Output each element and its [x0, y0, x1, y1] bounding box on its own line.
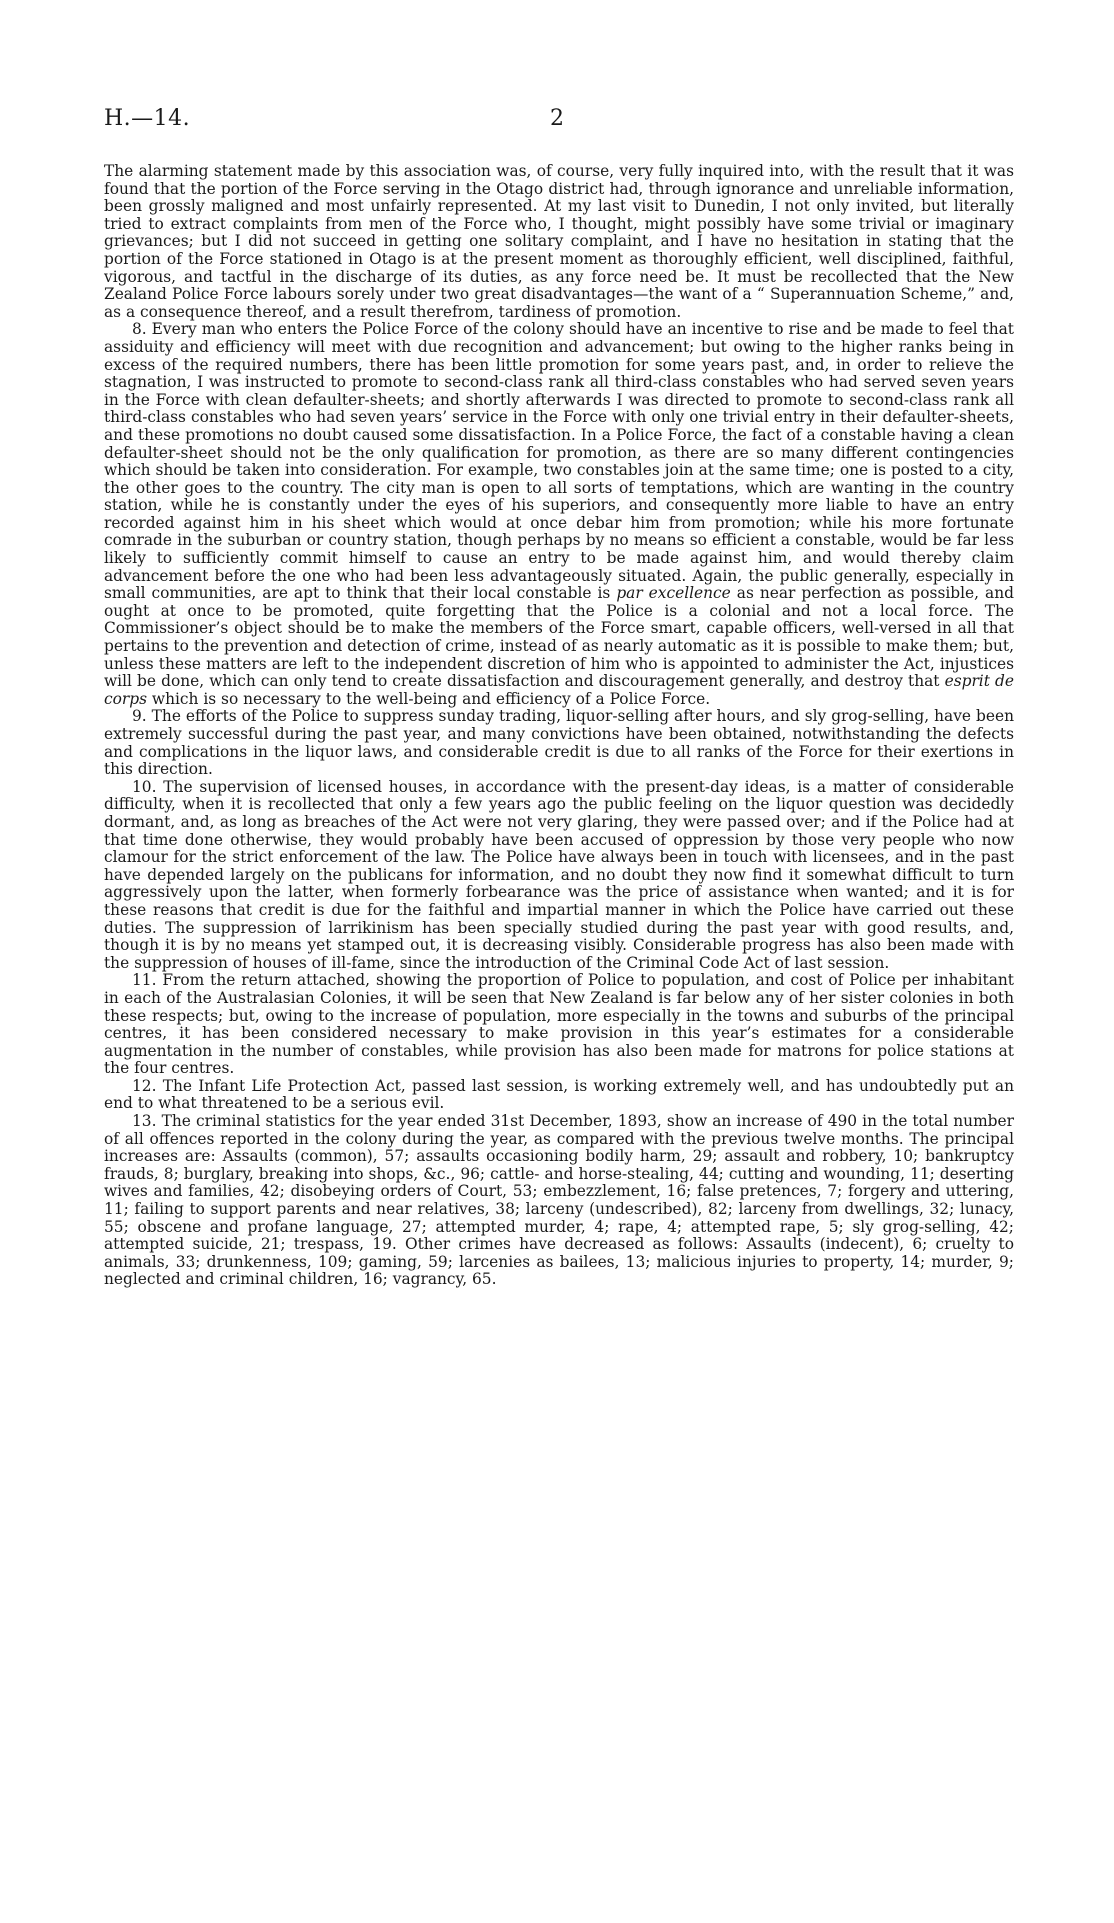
paragraph-9: 9. The efforts of the Police to suppress sunday trading, liquor-selling after hours, and sly grog-selling, have been extremely successful during the past year, and many convictions have been obtained, notwithstanding the defects and complications in the liquor laws, and considerable credit is due to all ranks of the Force for their exertions in this direction.	[104, 707, 1014, 779]
paragraph-10: 10. The supervision of licensed houses, in accordance with the present-day ideas, is a matter of considerable difficulty, when it is recollected that only a few years ago the public feeling on the liquor question was decidedly dormant, and, as long as breaches of the Act were not very glaring, they were passed over; and if the Police had at that time done otherwise, they would probably have been accused of oppression by those very people who now clamour for the strict enforcement of the law. The Police have always been in touch with licensees, and in the past have depended largely on the publicans for information, and no doubt they now find it somewhat difficult to turn aggressively upon the latter, when formerly forbearance was the price of assistance when wanted; and it is for these reasons that credit is due for the faithful and impartial manner in which the Police have carried out these duties. The suppression of larrikinism has been specially studied during the past year with good results, and, though it is by no means yet stamped out, it is decreasing visibly. Considerable progress has also been made with the suppression of houses of ill-fame, since the introduction of the Criminal Code Act of last session.	[104, 777, 1014, 972]
report-body	[104, 163, 1014, 1289]
paragraph-8-part-1: 8. Every man who enters the Police Force of the colony should have an incentive to rise and be made to feel that assiduity and efficiency will meet with due recognition and advancement; but owing to the higher ranks being in excess of the required numbers, there has been little promotion for some years past, and, in order to relieve the stagnation, I was instructed to promote to second-class rank all third-class constables who had served seven years in the Force with clean defaulter-sheets; and shortly afterwards I was directed to promote to second-class rank all third-class constables who had seven years’ service in the Force with only one trivial entry in their defaulter-sheets, and these promotions no doubt caused some dissatisfaction. In a Police Force, the fact of a constable having a clean defaulter-sheet should not be the only qualification for promotion, as there are so many different contingencies which should be taken into consideration. For example, two constables join at the same time; one is posted to a city, the other goes to the country. The city man is open to all sorts of temptations, which are wanting in the country station, while he is constantly under the eyes of his superiors, and consequently more liable to have an entry recorded against him in his sheet which would at once debar him from promotion; while his more fortunate comrade in the suburban or country station, though perhaps by no means so efficient a constable, would be far less likely to sufficiently commit himself to cause an entry to be made against him, and would thereby claim advancement before the one who had been less advantageously situated. Again, the public generally, especially in small communities, are apt to think that their local constable is	[104, 320, 1014, 603]
paragraph-8-emphasis-esprit-de-corps: esprit de corps	[104, 672, 1014, 708]
paragraph-8	[104, 321, 1014, 708]
page-number: 2	[550, 106, 564, 131]
page-header	[104, 106, 1014, 146]
paragraph-8-part-3: which is so necessary to the well-being and efficiency of a Police Force.	[151, 689, 711, 708]
document-code: H.—14.	[104, 106, 191, 131]
paragraph-12: 12. The Infant Life Protection Act, passed last session, is working extremely well, and has undoubtedly put an end to what threatened to be a serious evil.	[104, 1076, 1014, 1113]
paragraph-13: 13. The criminal statistics for the year ended 31st December, 1893, show an increase of 490 in the total number of all offences reported in the colony during the year, as compared with the previous twelve months. The principal increases are: Assaults (common), 57; assaults occasioning bodily harm, 29; assault and robbery, 10; bankruptcy frauds, 8; burglary, breaking into shops, &c., 96; cattle- and horse-stealing, 44; cutting and wounding, 11; deserting wives and families, 42; disobeying orders of Court, 53; embezzlement, 16; false pretences, 7; forgery and uttering, 11; failing to support parents and near relatives, 38; larceny (undescribed), 82; larceny from dwellings, 32; lunacy, 55; obscene and profane language, 27; attempted murder, 4; rape, 4; attempted rape, 5; sly grog-selling, 42; attempted suicide, 21; trespass, 19. Other crimes have decreased as follows: Assaults (indecent), 6; cruelty to animals, 33; drunkenness, 109; gaming, 59; larcenies as bailees, 13; malicious injuries to property, 14; murder, 9; neglected and criminal children, 16; vagrancy, 65.	[104, 1112, 1014, 1289]
paragraph-11: 11. From the return attached, showing the proportion of Police to population, and cost of Police per inhabitant in each of the Australasian Colonies, it will be seen that New Zealand is far below any of her sister colonies in both these respects; but, owing to the increase of population, more especially in the towns and suburbs of the principal centres, it has been considered necessary to make provision in this year’s estimates for a considerable augmentation in the number of constables, while provision has also been made for matrons for police stations at the four centres.	[104, 971, 1014, 1078]
paragraph-continuation: The alarming statement made by this association was, of course, very fully inquired into, with the result that it was found that the portion of the Force serving in the Otago district had, through ignorance and unreliable information, been grossly maligned and most unfairly represented. At my last visit to Dunedin, I not only invited, but literally tried to extract complaints from men of the Force who, I thought, might possibly have some trivial or imaginary grievances; but I did not succeed in getting one solitary complaint, and I have no hesitation in stating that the portion of the Force stationed in Otago is at the present moment as thoroughly efficient, well disciplined, faithful, vigorous, and tactful in the discharge of its duties, as any force need be. It must be recollected that the New Zealand Police Force labours sorely under two great disadvantages—the want of a “ Superannuation Scheme,” and, as a consequence thereof, and a result therefrom, tardiness of promotion.	[104, 162, 1014, 321]
paragraph-8-part-2: as near perfection as possible, and ought at once to be promoted, quite forgetting that the Police is a colonial and not a local force. The Commissioner’s object should be to make the members of the Force smart, capable officers, well-versed in all that pertains to the prevention and detection of crime, instead of as nearly automatic as it is possible to make them; but, unless these matters are left to the independent discretion of him who is appointed to administer the Act, injustices will be done, which can only tend to create dissatisfaction and discouragement generally, and destroy that	[104, 584, 1014, 691]
paragraph-8-emphasis-par-excellence: par excellence	[616, 584, 731, 603]
